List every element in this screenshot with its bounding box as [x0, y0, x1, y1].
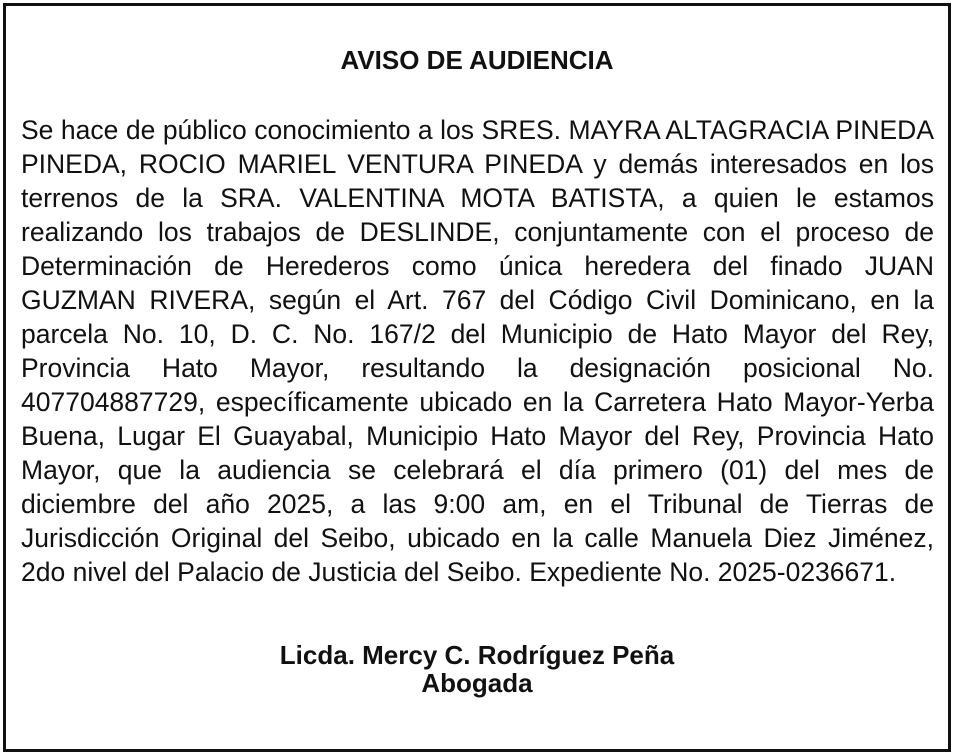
signature-role: Abogada	[421, 668, 533, 698]
notice-title: AVISO DE AUDIENCIA	[340, 45, 614, 75]
legal-notice	[3, 3, 951, 752]
signature-block	[6, 641, 948, 697]
notice-body: Se hace de público conocimiento a los SRES. MAYRA ALTAGRACIA PINEDA PINEDA, ROCIO MARIEL VENTURA PINEDA y demás interesados en los terrenos de la SRA. VALENTINA MOTA BATISTA, a quien le estamos realizando los trabajos de DESLINDE, conjuntamente con el proceso de Determinación de Herederos como única heredera del finado JUAN GUZMAN RIVERA, según el Art. 767 del Código Civil Dominicano, en la parcela No. 10, D. C. No. 167/2 del Municipio de Hato Mayor del Rey, Provincia Hato Mayor, resultando la designación posicional No. 407704887729, específicamente ubicado en la Carretera Hato Mayor-Yerba Buena, Lugar El Guayabal, Municipio Hato Mayor del Rey, Provincia Hato Mayor, que la audiencia se celebrará el día primero (01) del mes de diciembre del año 2025, a las 9:00 am, en el Tribunal de Tierras de Jurisdicción Original del Seibo, ubicado en la calle Manuela Diez Jiménez, 2do nivel del Palacio de Justicia del Seibo. Expediente No. 2025-0236671.	[21, 115, 934, 587]
signature-name: Licda. Mercy C. Rodríguez Peña	[279, 640, 675, 670]
